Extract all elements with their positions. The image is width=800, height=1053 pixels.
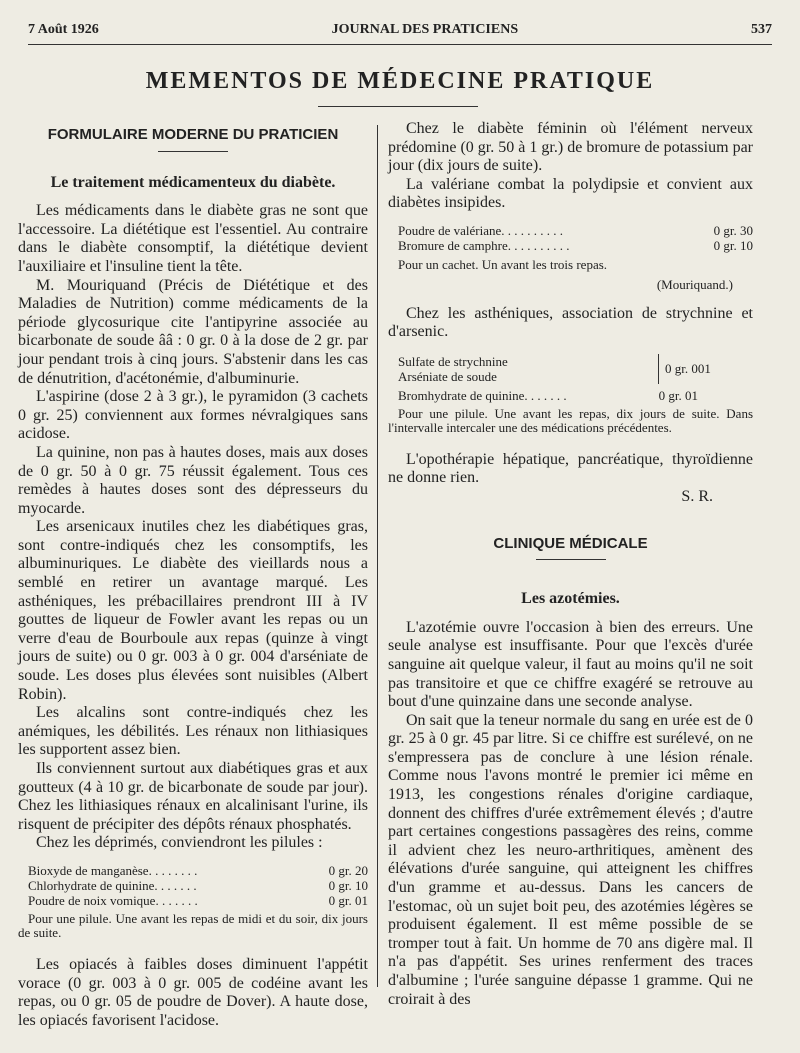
prescription-line: Chlorhydrate de quinine . . . . . . . 0 gr. 10 bbox=[28, 877, 368, 893]
paragraph: Les médicaments dans le diabète gras ne sont que l'accessoire. La diététique est l'essentiel. Au contraire dans le diabète consomptif, la diététique devient l'auxiliaire et l'insuline tient la tête. bbox=[18, 202, 368, 275]
column-divider bbox=[377, 125, 378, 987]
prescription-line: Arséniate de soude bbox=[398, 368, 497, 384]
paragraph: On sait que la teneur normale du sang en urée est de 0 gr. 25 à 0 gr. 45 par litre. Si ce chiffre est surélevé, on ne s'empressera pas de conclure à une lésion rénale. Comme nous l'avons montré le premier ici même en 1913, les congestions rénales d'origine cardiaque, donnent des chiffres d'urée extrêmement élevés ; d'autre part certaines congestions passagères des reins, comme il advient chez les neuro-arthritiques, amènent des élévations d'urée sanguine, qui atteignent les chiffres d'un gramme et au-dessus. Dans les cancers de l'estomac, où un sujet boit peu, des azotémies légères se produisent également. Il est même possible de se tromper tout à fait. Un homme de 70 ans digère mal. Il n'a pas d'appétit. Ses urines renferment des traces d'albumine ; l'urée sanguine dépasse 1 gramme. Qui ne croirait à des bbox=[388, 711, 753, 1008]
prescription-dose: 0 gr. 001 bbox=[658, 354, 711, 384]
prescription bbox=[28, 863, 368, 908]
paragraph: L'opothérapie hépatique, pancréatique, thyroïdienne ne donne rien. bbox=[388, 450, 753, 487]
section-rule bbox=[536, 559, 606, 560]
paragraph: L'aspirine (dose 2 à 3 gr.), le pyramidon (3 cachets 0 gr. 25) conviennent aux formes névralgiques sans acidose. bbox=[18, 388, 368, 443]
left-column bbox=[18, 120, 368, 1030]
prescription bbox=[398, 223, 753, 272]
signature: S. R. bbox=[681, 487, 713, 505]
issue-date: 7 Août 1926 bbox=[28, 22, 99, 37]
paragraph: La quinine, non pas à hautes doses, mais aux doses de 0 gr. 50 à 0 gr. 75 réussit également. Tous ces remèdes à hautes doses sont des dépresseurs du myocarde. bbox=[18, 443, 368, 517]
prescription-note: Pour une pilule. Une avant les repas de midi et du soir, dix jours de suite. bbox=[18, 910, 368, 940]
prescription-line: Poudre de noix vomique . . . . . . . 0 gr. 01 bbox=[28, 892, 368, 908]
page-number: 537 bbox=[751, 22, 772, 37]
paragraph: Chez le diabète féminin où l'élément nerveux prédomine (0 gr. 50 à 1 gr.) de bromure de potassium par jour (dix jours de suite). bbox=[388, 120, 753, 175]
section-heading: FORMULAIRE MODERNE DU PRATICIEN bbox=[47, 126, 339, 143]
title-rule bbox=[318, 106, 478, 107]
prescription-note: Pour une pilule. Une avant les repas, dix jours de suite. Dans l'intervalle intercaler une des médications précédentes. bbox=[388, 405, 753, 435]
paragraph: Ils conviennent surtout aux diabétiques gras et aux goutteux (4 à 10 gr. de bicarbonate de soude par jour). Chez les lithiasiques rénaux en alcalinisant l'urine, ils risquent de précipiter des dépôts rénaux phosphatés. bbox=[18, 760, 368, 833]
paragraph: Chez les déprimés, conviendront les pilules : bbox=[36, 834, 323, 852]
page-title: MEMENTOS DE MÉDECINE PRATIQUE bbox=[145, 68, 655, 94]
paragraph: M. Mouriquand (Précis de Diététique et des Maladies de Nutrition) comme médicaments de la période glycosurique cite l'antipyrine associée au bicarbonate de soude ââ : 0 gr. 0 à la dose de 2 gr. par jour pendant trois à cinq jours. S'abstenir dans les cas de dénutrition, d'acétonémie, d'albuminurie. bbox=[18, 276, 368, 387]
running-head bbox=[28, 18, 772, 45]
prescription bbox=[398, 354, 753, 384]
paragraph: L'azotémie ouvre l'occasion à bien des erreurs. Une seule analyse est insuffisante. Pour que l'excès d'urée sanguine ait quelque valeur, il faut au moins qu'il ne soit pas transitoire et que ce chiffre exagéré se retrouve au bout d'une quinzaine dans une seconde analyse. bbox=[388, 618, 753, 711]
section-rule bbox=[158, 151, 228, 152]
paragraph: La valériane combat la polydipsie et convient aux diabètes insipides. bbox=[388, 175, 753, 212]
prescription-instruction: Pour un cachet. Un avant les trois repas. bbox=[398, 256, 608, 272]
prescription-line: Bromure de camphre . . . . . . . . . . 0 gr. 10 bbox=[398, 237, 753, 253]
paragraph: Les arsenicaux inutiles chez les diabétiques gras, sont contre-indiqués chez les consomptifs, les albuminuriques. Le diabète des vieillards nous a semblé en retirer un avantage marqué. Les asthéniques, les prébacillaires prendront III à IV gouttes de liqueur de Fowler avant les repas ou un verre d'eau de Bourboule aux repas (quinze à vingt jours de suite) ou 0 gr. 003 à 0 gr. 004 d'arséniate de soude. Les doses plus élevées sont nuisibles (Albert Robin). bbox=[18, 518, 368, 703]
journal-name: JOURNAL DES PRATICIENS bbox=[331, 22, 519, 37]
article-heading: Les azotémies. bbox=[521, 590, 620, 608]
paragraph: Les alcalins sont contre-indiqués chez les anémiques, les débilités. Les rénaux non lithiasiques les supportent assez bien. bbox=[18, 704, 368, 759]
article-heading: Le traitement médicamenteux du diabète. bbox=[50, 173, 336, 191]
citation: (Mouriquand.) bbox=[656, 276, 733, 292]
prescription-line: Bromhydrate de quinine . . . . . . . 0 gr. 01 bbox=[398, 387, 698, 403]
section-heading: CLINIQUE MÉDICALE bbox=[493, 534, 648, 552]
paragraph: Les opiacés à faibles doses diminuent l'appétit vorace (0 gr. 003 à 0 gr. 005 de codéine avant les repas, ou 0 gr. 05 de poudre de Dover). A haute dose, les opiacés favorisent l'acidose. bbox=[18, 955, 368, 1029]
paragraph: Chez les asthéniques, association de strychnine et d'arsenic. bbox=[388, 304, 753, 341]
right-column bbox=[388, 120, 753, 1009]
prescription-line: Poudre de valériane . . . . . . . . . . 0 gr. 30 bbox=[398, 222, 753, 238]
prescription-line: Bioxyde de manganèse . . . . . . . . 0 gr. 20 bbox=[28, 862, 368, 878]
prescription-line: Sulfate de strychnine bbox=[398, 353, 508, 369]
